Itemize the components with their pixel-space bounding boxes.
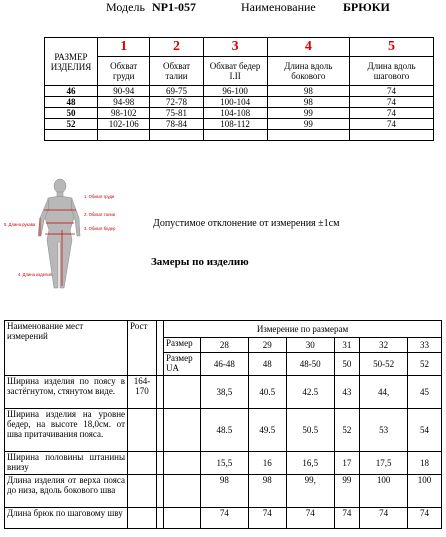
table-row-empty xyxy=(45,130,434,141)
ua-size: 50 xyxy=(334,353,360,376)
name-label: Наименование xyxy=(241,0,316,14)
value-cell: 98 xyxy=(201,475,249,508)
measure-name: Длина брюк по шаговому шву xyxy=(5,508,128,529)
model-label: Модель xyxy=(106,0,145,14)
figure-label: 4. Длина изделия xyxy=(18,272,52,277)
value-cell: 104-108 xyxy=(203,108,267,119)
value-cell: 96-100 xyxy=(203,86,267,97)
tolerance-note: Допустимое отклонение от измерения ±1см xyxy=(153,218,340,229)
ua-size: 50-52 xyxy=(360,353,408,376)
header-measure: Измерение по размерам xyxy=(164,321,442,338)
measure-name: Ширина половины штанины внизу xyxy=(5,452,128,475)
table-row xyxy=(45,97,434,108)
value-cell: 98 xyxy=(267,97,349,108)
col-number: 1 xyxy=(98,38,150,57)
value-cell: 74 xyxy=(334,508,360,529)
table-row xyxy=(5,452,442,475)
value-cell: 45 xyxy=(408,376,442,409)
value-cell: 100-104 xyxy=(203,97,267,108)
size-cell: 46 xyxy=(45,86,98,97)
measure-name: Ширина изделия на уровне бедер, на высоте 18,0см. от шва притачивания пояса. xyxy=(5,409,128,452)
size-cell: 50 xyxy=(45,108,98,119)
col-number: 2 xyxy=(150,38,203,57)
figure-label: 5. Длина рукава xyxy=(4,222,36,227)
value-cell: 98 xyxy=(267,86,349,97)
value-cell: 98 xyxy=(248,475,286,508)
value-cell: 38,5 xyxy=(201,376,249,409)
value-cell: 49.5 xyxy=(248,409,286,452)
value-cell: 16,5 xyxy=(286,452,334,475)
value-cell: 16 xyxy=(248,452,286,475)
col-header: Обхват бедер I.II xyxy=(203,57,267,86)
value-cell: 74 xyxy=(350,86,434,97)
value-cell: 15,5 xyxy=(201,452,249,475)
ua-size: 48 xyxy=(248,353,286,376)
value-cell: 53 xyxy=(360,409,408,452)
size-header: 32 xyxy=(360,338,408,353)
size-header: 31 xyxy=(334,338,360,353)
value-cell: 75-81 xyxy=(150,108,203,119)
ua-size: 48-50 xyxy=(286,353,334,376)
table-row xyxy=(45,119,434,130)
size-header: 29 xyxy=(248,338,286,353)
measurement-table xyxy=(4,320,442,529)
size-table-corner: РАЗМЕР ИЗДЕЛИЯ xyxy=(45,38,98,86)
value-cell: 74 xyxy=(360,508,408,529)
value-cell: 74 xyxy=(201,508,249,529)
size-cell: 48 xyxy=(45,97,98,108)
model-value: NP1-057 xyxy=(152,0,196,14)
table-row xyxy=(5,475,442,508)
value-cell: 42.5 xyxy=(286,376,334,409)
figure-label: 1. Обхват груди xyxy=(84,194,115,199)
value-cell: 40.5 xyxy=(248,376,286,409)
value-cell: 48.5 xyxy=(201,409,249,452)
col-number: 5 xyxy=(350,38,434,57)
figure-label: 2. Обхват талии xyxy=(84,212,116,217)
ua-size: 52 xyxy=(408,353,442,376)
growth-value: 164-170 xyxy=(128,376,157,409)
value-cell: 18 xyxy=(408,452,442,475)
value-cell: 17 xyxy=(334,452,360,475)
header-growth: Рост xyxy=(128,321,157,376)
value-cell: 94-98 xyxy=(98,97,150,108)
value-cell: 78-84 xyxy=(150,119,203,130)
measure-name: Ширина изделия по поясу в застёгнутом, стянутом виде. xyxy=(5,376,128,409)
value-cell: 108-112 xyxy=(203,119,267,130)
col-header: Обхват груди xyxy=(98,57,150,86)
name-value: БРЮКИ xyxy=(343,0,390,14)
value-cell: 44, xyxy=(360,376,408,409)
value-cell: 99 xyxy=(267,108,349,119)
value-cell: 100 xyxy=(360,475,408,508)
value-cell: 74 xyxy=(408,508,442,529)
value-cell: 17,5 xyxy=(360,452,408,475)
table-row xyxy=(5,376,442,409)
value-cell: 99 xyxy=(334,475,360,508)
value-cell: 69-75 xyxy=(150,86,203,97)
figure-label: 3. Обхват бедер xyxy=(84,226,116,231)
ua-size: 46-48 xyxy=(201,353,249,376)
value-cell: 74 xyxy=(286,508,334,529)
col-header: Длина вдоль шагового xyxy=(350,57,434,86)
value-cell: 102-106 xyxy=(98,119,150,130)
col-number: 4 xyxy=(267,38,349,57)
value-cell: 54 xyxy=(408,409,442,452)
table-row xyxy=(45,86,434,97)
table-row xyxy=(5,409,442,452)
value-cell: 90-94 xyxy=(98,86,150,97)
value-cell: 98-102 xyxy=(98,108,150,119)
table-row xyxy=(5,508,442,529)
size-label: Размер xyxy=(164,338,201,353)
size-header: 30 xyxy=(286,338,334,353)
value-cell: 43 xyxy=(334,376,360,409)
col-number: 3 xyxy=(203,38,267,57)
value-cell: 50.5 xyxy=(286,409,334,452)
value-cell: 99 xyxy=(267,119,349,130)
size-cell: 52 xyxy=(45,119,98,130)
ua-size-label: Размер UA xyxy=(164,353,201,376)
measure-name: Длина изделия от верха пояса до низа, вдоль бокового шва xyxy=(5,475,128,508)
value-cell: 52 xyxy=(334,409,360,452)
value-cell: 74 xyxy=(350,119,434,130)
size-header: 33 xyxy=(408,338,442,353)
body-figure-illustration xyxy=(0,178,150,290)
value-cell: 74 xyxy=(248,508,286,529)
size-header: 28 xyxy=(201,338,249,353)
value-cell: 99, xyxy=(286,475,334,508)
value-cell: 72-78 xyxy=(150,97,203,108)
value-cell: 74 xyxy=(350,97,434,108)
col-header: Обхват талии xyxy=(150,57,203,86)
section-title: Замеры по изделию xyxy=(151,256,249,268)
size-table xyxy=(44,37,434,141)
value-cell: 100 xyxy=(408,475,442,508)
table-row xyxy=(45,108,434,119)
value-cell: 74 xyxy=(350,108,434,119)
col-header: Длина вдоль бокового xyxy=(267,57,349,86)
header-name: Наименование мест измерений xyxy=(5,321,128,376)
